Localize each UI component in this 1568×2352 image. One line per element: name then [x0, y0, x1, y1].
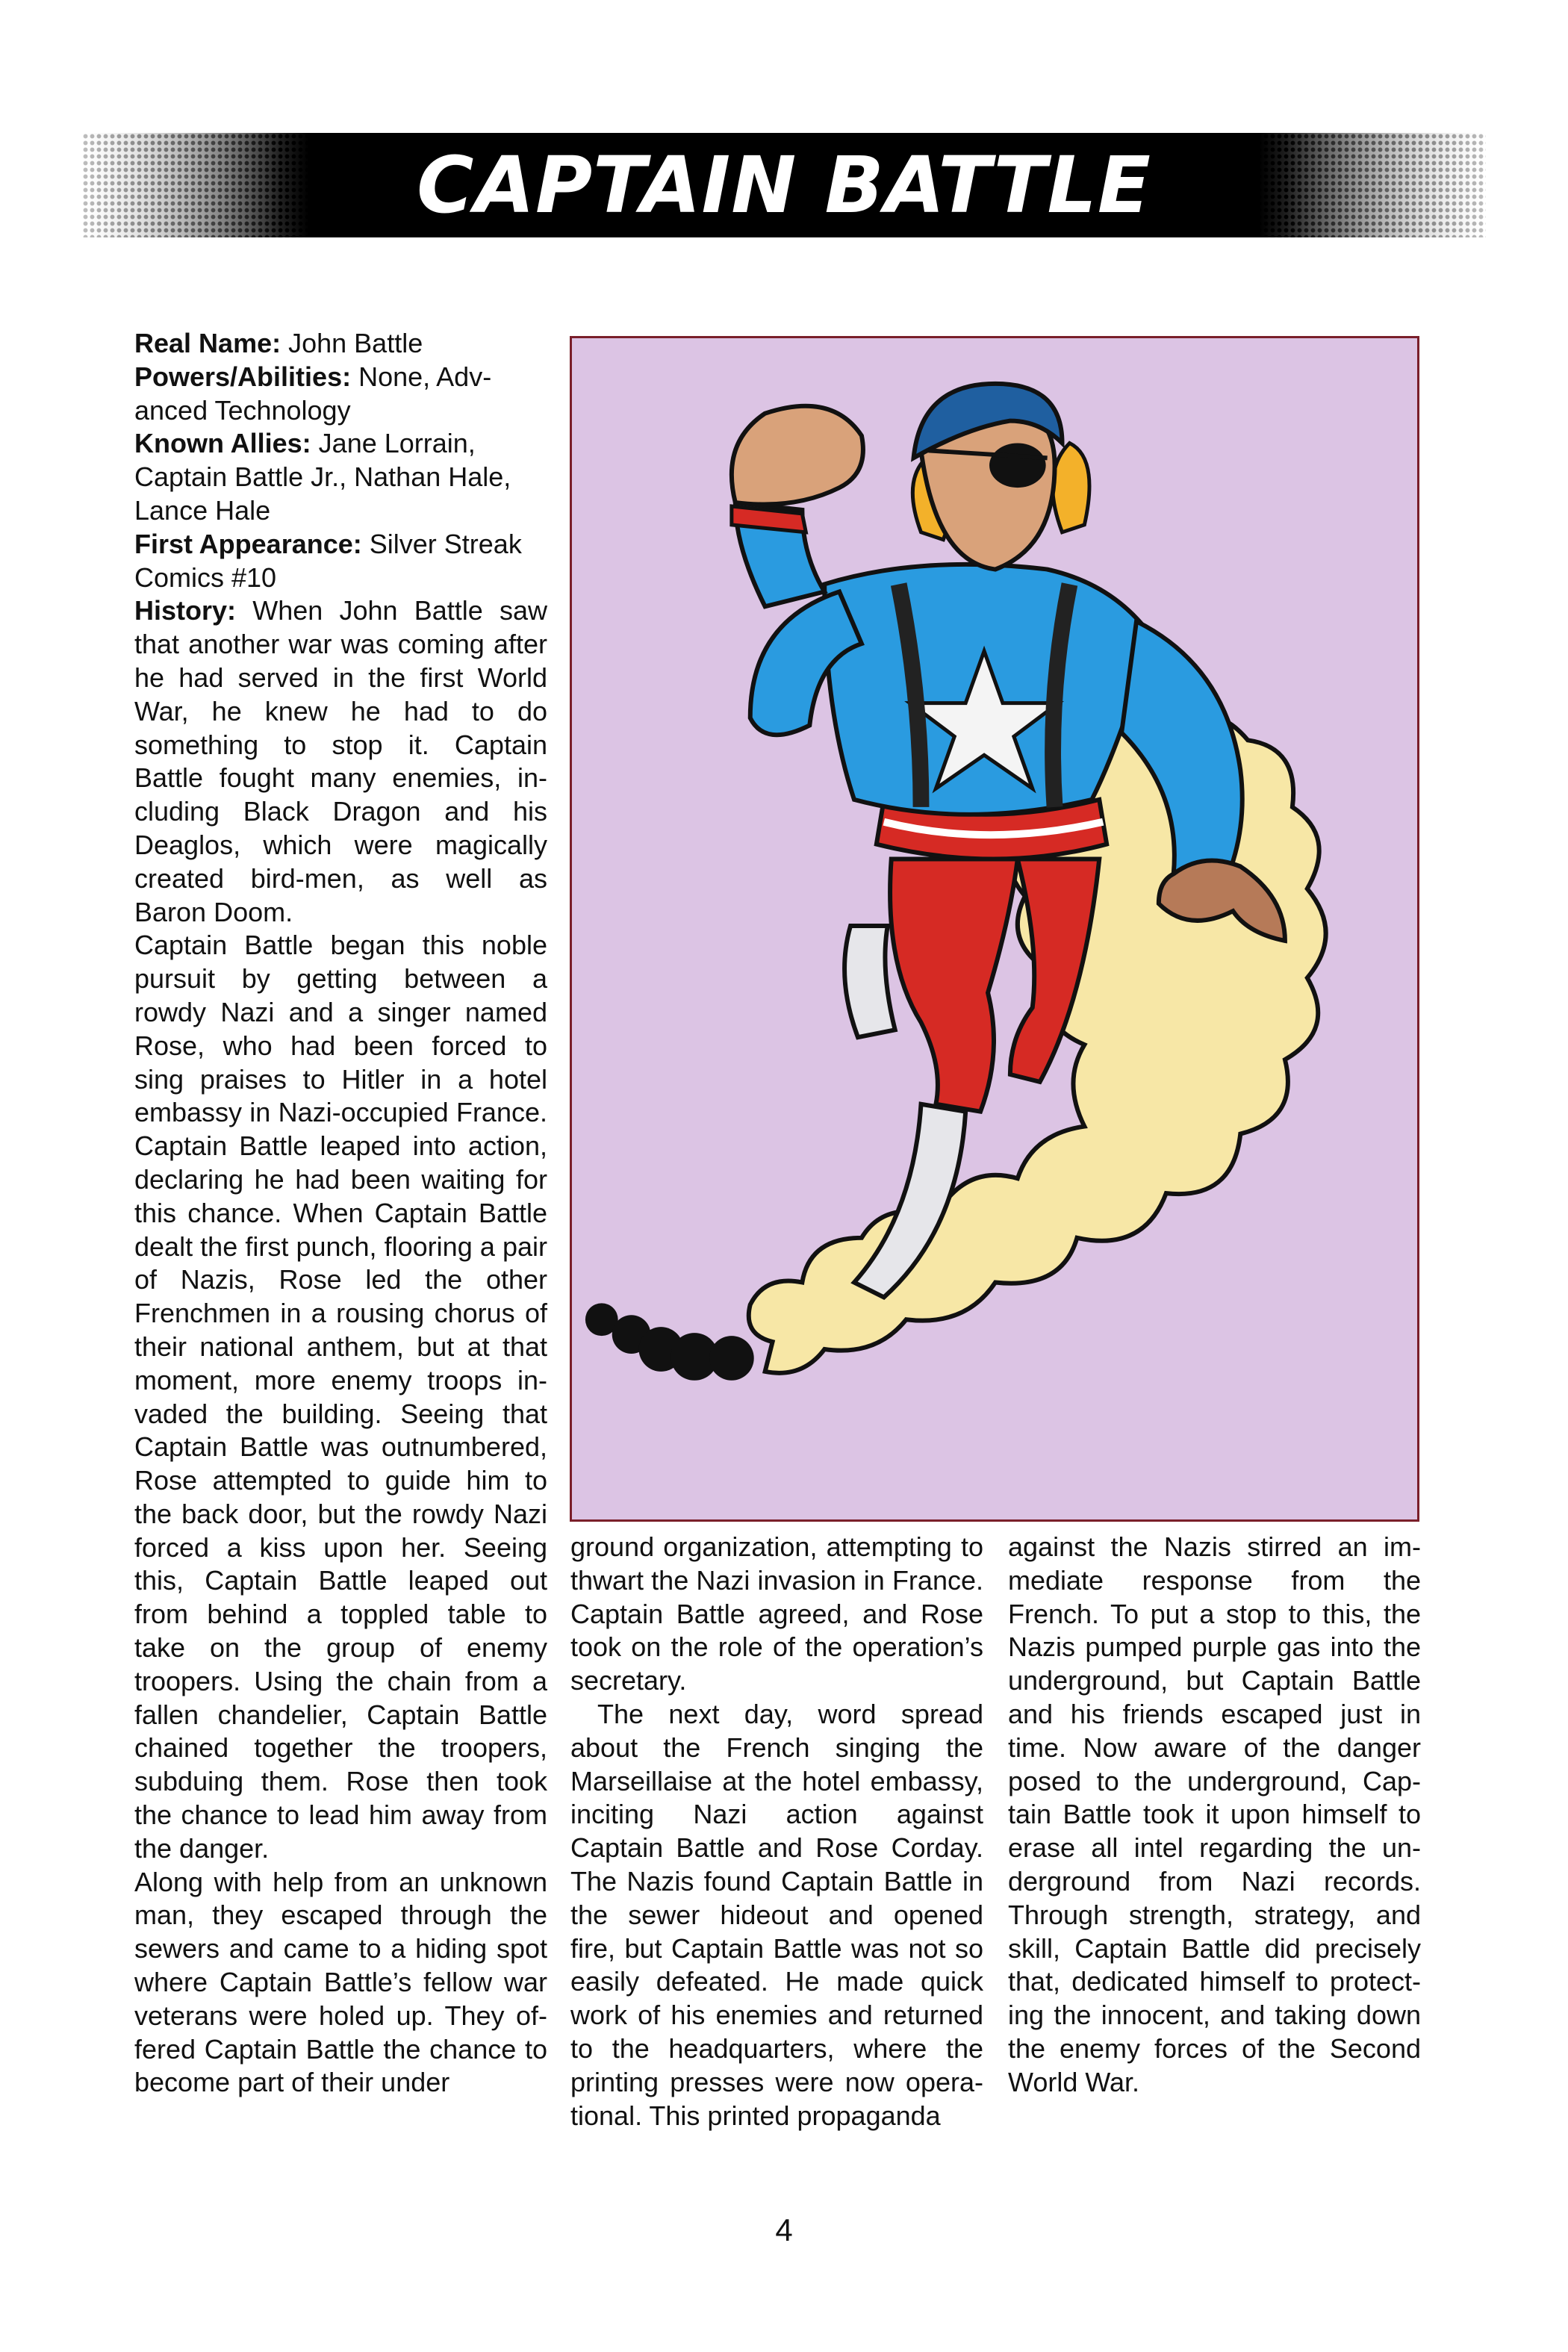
- page-title: CAPTAIN BATTLE: [417, 140, 1151, 231]
- jetpack-right: [1053, 443, 1089, 532]
- real-name-value: John Battle: [281, 328, 423, 358]
- middle-paragraph-2: The next day, word spread about the French singing the Marseillaise at the hotel embassy, inciting Nazi action against Captain Battle and Rose Corday. The Nazis found Captain Battle in the sewer hideout and opened fire, but Captain Battle was not so easily defeated. He made quick work of his enemies and returned to the headquarters, where the printing presses were now operational. This printed propaganda: [570, 1698, 983, 2131]
- first-appearance-line: [134, 528, 547, 595]
- column-middle: [570, 1531, 983, 2132]
- boot-back: [844, 926, 895, 1037]
- right-paragraph-1: against the Nazis stirred an immediate response from the French. To put a stop to this, the Nazis pumped purple gas into the underground, but Captain Battle and his friends escaped just in time. Now aware of the danger posed to the underground, Captain Battle took it upon himself to erase all intel regarding the underground from Nazi records. Through strength, strategy, and skill, Captain Battle did precisely that, dedicated himself to protecting the innocent, and taking down the enemy forces of the Second World War.: [1008, 1531, 1421, 2097]
- allies-value: Jane Lorrain, Captain Battle Jr., Nathan Hale, Lance Hale: [134, 428, 511, 526]
- page-number: 4: [775, 2212, 793, 2247]
- middle-paragraph-1: ground organization, attempting to thwart the Nazi invasion in France. Captain Battle agreed, and Rose took on the role of the operation’s secretary.: [570, 1531, 983, 1696]
- captain-battle-illustration: [570, 336, 1419, 1522]
- column-left: [134, 327, 547, 2100]
- real-name-line: [134, 327, 547, 361]
- first-appearance-value: Silver Streak Comics #10: [134, 528, 522, 593]
- history-text-1: When John Battle saw that another war was coming after he had served in the first World War, he knew he had to do something to stop it. Captain Battle fought many enemies, including Black Dragon and his Deaglos, which were magically created bird-men, as well as Baron Doom.: [134, 595, 547, 927]
- title-banner: [82, 133, 1486, 237]
- first-appearance-label: First Appearance:: [134, 528, 362, 559]
- powers-label: Powers/Abilities:: [134, 361, 352, 392]
- column-right: [1008, 1531, 1421, 2100]
- history-label: History:: [134, 595, 237, 626]
- powers-line: [134, 361, 547, 428]
- eyepatch: [989, 443, 1046, 488]
- history-paragraph-2: Captain Battle began this noble pursuit by getting between a rowdy Nazi and a singer named Rose, who had been forced to sing praises to Hitler in a hotel embassy in Nazi-occupied France. Captain Battle leaped into action, declaring he had been waiting for this chance. When Captain Battle dealt the first punch, flooring a pair of Nazis, Rose led the other Frenchmen in a rousing chorus of their national anthem, but at that moment, more enemy troops invaded the building. Seeing that Captain Battle was outnumbered, Rose attempted to guide him to the back door, but the rowdy Nazi forced a kiss upon her. Seeing this, Captain Battle leaped out from behind a toppled table to take on the group of enemy troopers. Using the chain from a fallen chandelier, Captain Battle chained together the troopers, subduing them. Rose then took the chance to lead him away from the danger.: [134, 930, 547, 1864]
- hero-drawing: [572, 338, 1417, 1519]
- real-name-label: Real Name:: [134, 328, 281, 358]
- fist: [732, 406, 863, 505]
- history-paragraph-1: [134, 594, 547, 929]
- history-paragraph-3: Along with help from an unknown man, they escaped through the sewers and came to a hiding spot where Captain Battle’s fellow war veterans were holed up. They offered Captain Battle the chance to become part of their under: [134, 1866, 547, 2098]
- allies-line: [134, 427, 547, 527]
- allies-label: Known Allies:: [134, 428, 311, 459]
- powers-value: None, Advanced Technology: [134, 361, 492, 426]
- right-leg: [890, 859, 1018, 1111]
- smoke-dark-tip: [585, 1303, 754, 1380]
